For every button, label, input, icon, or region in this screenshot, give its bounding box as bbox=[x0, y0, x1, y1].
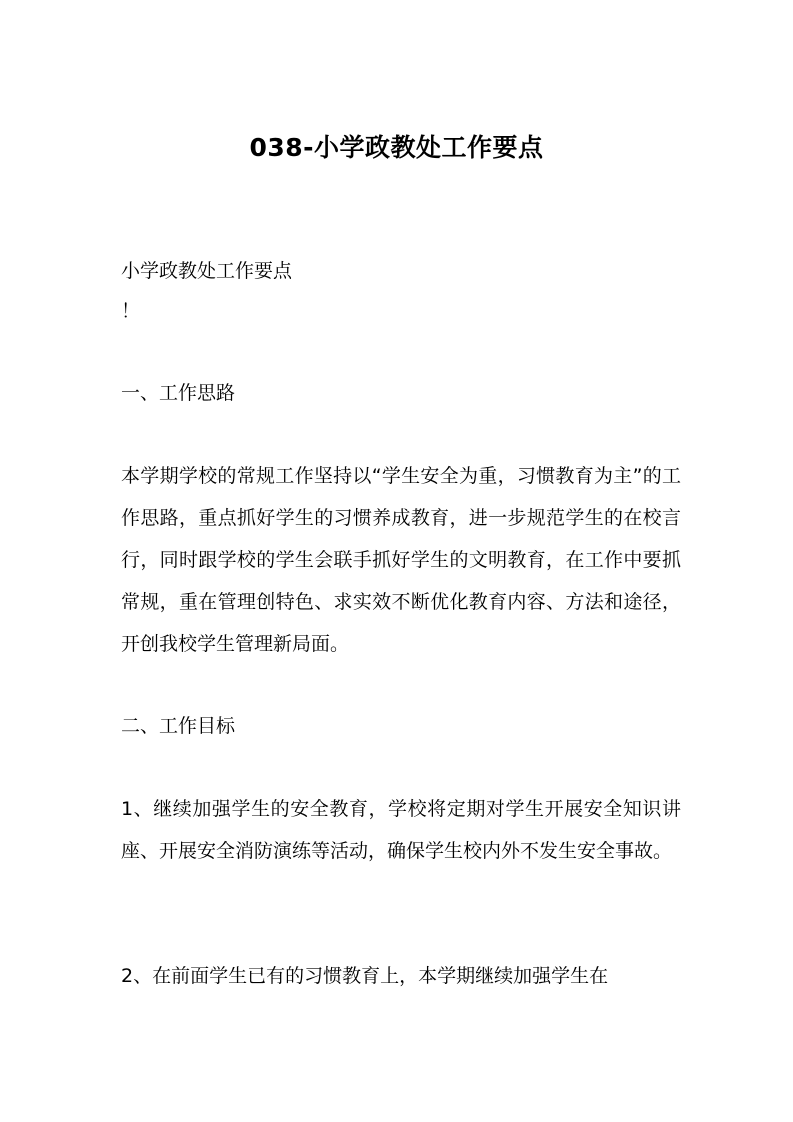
section-heading-work-goals: 二、工作目标 bbox=[121, 715, 236, 737]
section-heading-work-ideas: 一、工作思路 bbox=[121, 382, 236, 404]
exclamation-mark: ！ bbox=[121, 300, 141, 322]
goal-item-1: 1、继续加强学生的安全教育，学校将定期对学生开展安全知识讲座、开展安全消防演练等活动，确保学生校内外不发生安全事故。 bbox=[121, 798, 681, 862]
document-subtitle: 小学政教处工作要点 bbox=[121, 260, 293, 282]
document-title: 038-小学政教处工作要点 bbox=[249, 133, 544, 162]
goal-item-2: 2、在前面学生已有的习惯教育上，本学期继续加强学生在 bbox=[121, 965, 609, 987]
section-body-work-ideas: 本学期学校的常规工作坚持以“学生安全为重，习惯教育为主”的工作思路，重点抓好学生的习惯养成教育，进一步规范学生的在校言行，同时跟学校的学生会联手抓好学生的文明教育，在工作中要抓常规，重在管理创特色、求实效不断优化教育内容、方法和途径，开创我校学生管理新局面。 bbox=[121, 465, 681, 655]
